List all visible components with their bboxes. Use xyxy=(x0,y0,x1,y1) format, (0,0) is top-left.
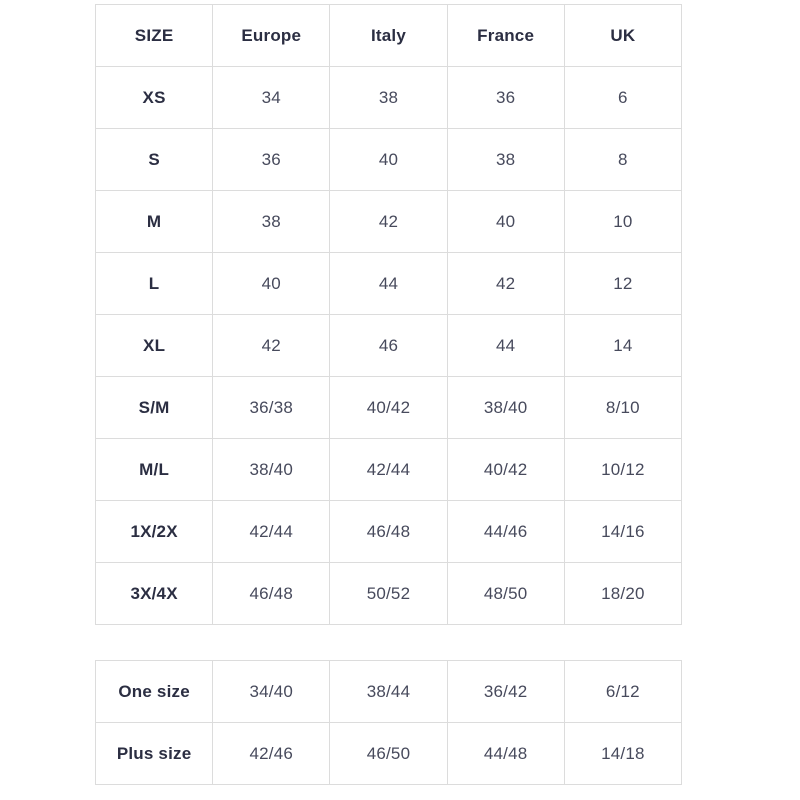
table-row xyxy=(96,67,682,129)
table-row xyxy=(96,563,682,625)
size-label-cell: XS xyxy=(96,67,213,129)
size-label-cell: XL xyxy=(96,315,213,377)
header-cell: Italy xyxy=(330,5,447,67)
value-cell: 42 xyxy=(447,253,564,315)
value-cell: 46/48 xyxy=(330,501,447,563)
table-row xyxy=(96,723,682,785)
value-cell: 36/38 xyxy=(213,377,330,439)
value-cell: 40 xyxy=(213,253,330,315)
header-cell: France xyxy=(447,5,564,67)
value-cell: 38/44 xyxy=(330,661,447,723)
size-label-cell: Plus size xyxy=(96,723,213,785)
value-cell: 42 xyxy=(330,191,447,253)
value-cell: 44/46 xyxy=(447,501,564,563)
table-row xyxy=(96,129,682,191)
value-cell: 42/46 xyxy=(213,723,330,785)
value-cell: 46/48 xyxy=(213,563,330,625)
value-cell: 40 xyxy=(330,129,447,191)
value-cell: 46/50 xyxy=(330,723,447,785)
size-conversion-table xyxy=(95,4,682,625)
value-cell: 48/50 xyxy=(447,563,564,625)
value-cell: 42/44 xyxy=(330,439,447,501)
value-cell: 44 xyxy=(330,253,447,315)
value-cell: 12 xyxy=(564,253,681,315)
value-cell: 14/18 xyxy=(564,723,681,785)
value-cell: 8 xyxy=(564,129,681,191)
value-cell: 18/20 xyxy=(564,563,681,625)
table-row xyxy=(96,439,682,501)
value-cell: 40/42 xyxy=(447,439,564,501)
size-label-cell: M xyxy=(96,191,213,253)
value-cell: 50/52 xyxy=(330,563,447,625)
value-cell: 36 xyxy=(213,129,330,191)
value-cell: 14/16 xyxy=(564,501,681,563)
value-cell: 6/12 xyxy=(564,661,681,723)
value-cell: 40/42 xyxy=(330,377,447,439)
value-cell: 42/44 xyxy=(213,501,330,563)
size-label-cell: S xyxy=(96,129,213,191)
size-label-cell: L xyxy=(96,253,213,315)
value-cell: 8/10 xyxy=(564,377,681,439)
value-cell: 36/42 xyxy=(447,661,564,723)
size-label-cell: M/L xyxy=(96,439,213,501)
header-row xyxy=(96,5,682,67)
table-row xyxy=(96,501,682,563)
header-cell: Europe xyxy=(213,5,330,67)
value-cell: 14 xyxy=(564,315,681,377)
value-cell: 34 xyxy=(213,67,330,129)
value-cell: 36 xyxy=(447,67,564,129)
size-label-cell: 1X/2X xyxy=(96,501,213,563)
size-label-cell: One size xyxy=(96,661,213,723)
table-row xyxy=(96,377,682,439)
value-cell: 44 xyxy=(447,315,564,377)
value-cell: 38/40 xyxy=(447,377,564,439)
value-cell: 34/40 xyxy=(213,661,330,723)
header-cell: UK xyxy=(564,5,681,67)
size-label-cell: 3X/4X xyxy=(96,563,213,625)
value-cell: 38 xyxy=(330,67,447,129)
value-cell: 40 xyxy=(447,191,564,253)
table-row xyxy=(96,315,682,377)
special-sizes-table xyxy=(95,660,682,785)
table-row xyxy=(96,253,682,315)
header-cell: SIZE xyxy=(96,5,213,67)
value-cell: 6 xyxy=(564,67,681,129)
value-cell: 38 xyxy=(447,129,564,191)
value-cell: 42 xyxy=(213,315,330,377)
table-row xyxy=(96,661,682,723)
table-row xyxy=(96,191,682,253)
value-cell: 10/12 xyxy=(564,439,681,501)
value-cell: 44/48 xyxy=(447,723,564,785)
value-cell: 38 xyxy=(213,191,330,253)
value-cell: 10 xyxy=(564,191,681,253)
size-label-cell: S/M xyxy=(96,377,213,439)
value-cell: 46 xyxy=(330,315,447,377)
value-cell: 38/40 xyxy=(213,439,330,501)
